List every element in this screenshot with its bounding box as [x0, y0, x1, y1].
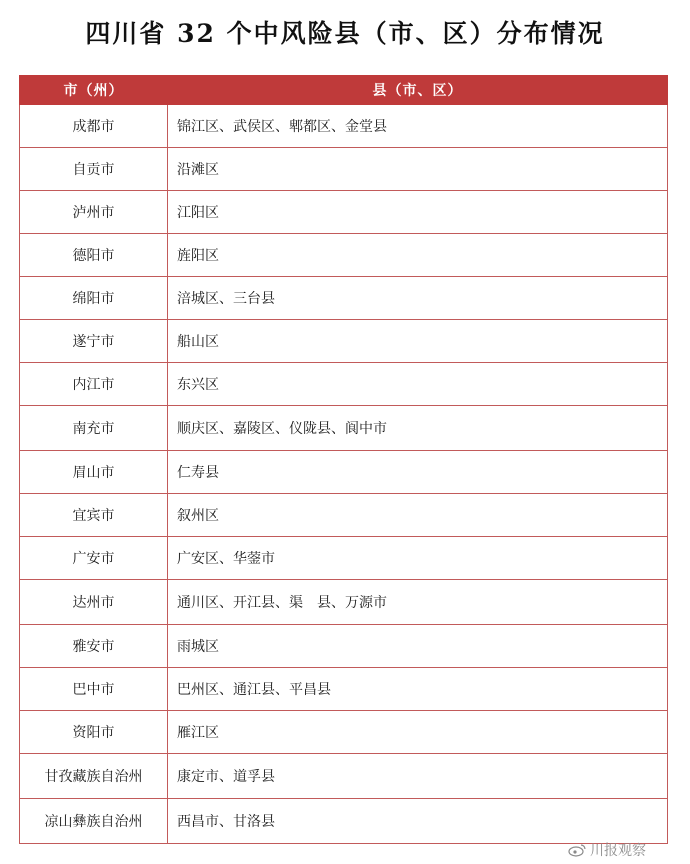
table-row	[20, 451, 668, 494]
table-row	[20, 320, 668, 363]
city-cell: 成都市	[20, 105, 168, 148]
table-row	[20, 494, 668, 537]
city-cell: 自贡市	[20, 148, 168, 191]
county-cell: 涪城区、三台县	[168, 277, 668, 320]
table-row	[20, 105, 668, 148]
city-cell: 泸州市	[20, 191, 168, 234]
county-cell: 叙州区	[168, 494, 668, 537]
county-cell: 仁寿县	[168, 451, 668, 494]
table-row	[20, 363, 668, 406]
city-cell: 德阳市	[20, 234, 168, 277]
county-cell: 西昌市、甘洛县	[168, 799, 668, 844]
county-cell: 雨城区	[168, 625, 668, 668]
table-row	[20, 277, 668, 320]
county-cell: 船山区	[168, 320, 668, 363]
city-cell: 宜宾市	[20, 494, 168, 537]
page-title: 四川省 32 个中风险县（市、区）分布情况	[85, 19, 605, 48]
city-cell: 甘孜藏族自治州	[20, 754, 168, 799]
table-row	[20, 668, 668, 711]
city-cell: 遂宁市	[20, 320, 168, 363]
table-row	[20, 148, 668, 191]
city-cell: 凉山彝族自治州	[20, 799, 168, 844]
city-cell: 达州市	[20, 580, 168, 625]
county-cell: 广安区、华蓥市	[168, 537, 668, 580]
watermark-text: 川报观察	[590, 843, 646, 859]
source-watermark	[568, 840, 646, 860]
table-row	[20, 537, 668, 580]
table-row	[20, 234, 668, 277]
city-cell: 内江市	[20, 363, 168, 406]
column-header-county: 县（市、区）	[168, 76, 668, 105]
table-row	[20, 191, 668, 234]
county-cell: 江阳区	[168, 191, 668, 234]
county-cell: 通川区、开江县、渠 县、万源市	[168, 580, 668, 625]
table-row	[20, 711, 668, 754]
weibo-icon	[568, 843, 586, 857]
county-cell: 旌阳区	[168, 234, 668, 277]
county-cell: 顺庆区、嘉陵区、仪陇县、阆中市	[168, 406, 668, 451]
county-cell: 雁江区	[168, 711, 668, 754]
county-cell: 东兴区	[168, 363, 668, 406]
city-cell: 绵阳市	[20, 277, 168, 320]
county-cell: 锦江区、武侯区、郫都区、金堂县	[168, 105, 668, 148]
table-header-row	[20, 76, 668, 105]
table-row	[20, 754, 668, 799]
county-cell: 巴州区、通江县、平昌县	[168, 668, 668, 711]
column-header-city: 市（州）	[20, 76, 168, 105]
table-row	[20, 799, 668, 844]
table-row	[20, 625, 668, 668]
table-row	[20, 580, 668, 625]
city-cell: 南充市	[20, 406, 168, 451]
city-cell: 资阳市	[20, 711, 168, 754]
city-cell: 巴中市	[20, 668, 168, 711]
city-cell: 雅安市	[20, 625, 168, 668]
city-cell: 广安市	[20, 537, 168, 580]
city-cell: 眉山市	[20, 451, 168, 494]
county-cell: 康定市、道孚县	[168, 754, 668, 799]
county-cell: 沿滩区	[168, 148, 668, 191]
risk-area-table	[19, 75, 668, 844]
table-row	[20, 406, 668, 451]
